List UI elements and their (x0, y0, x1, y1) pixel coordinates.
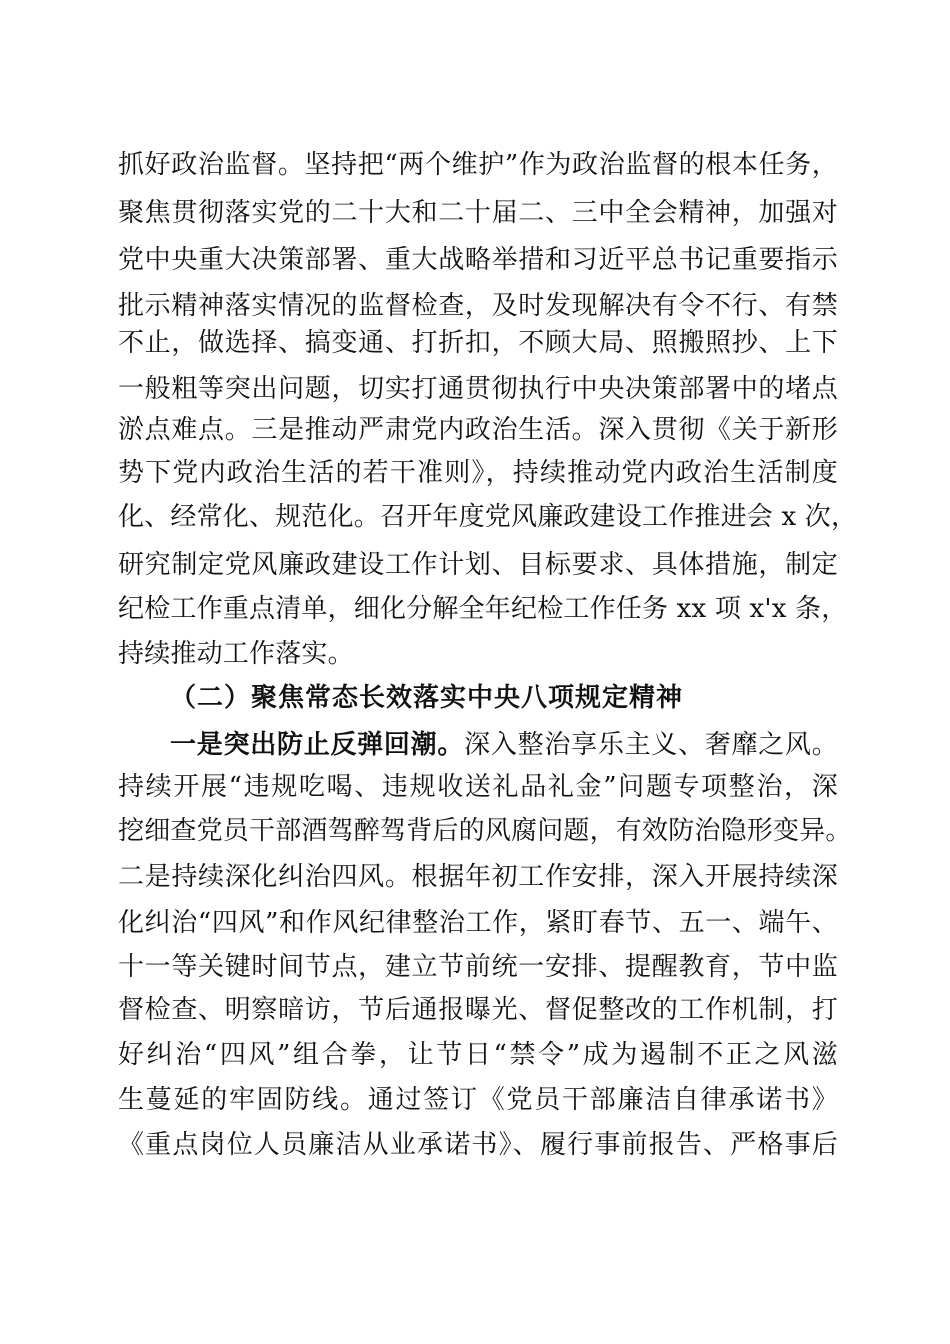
section-heading: （二）聚焦常态长效落实中央八项规定精神 (170, 683, 684, 713)
paragraph-line: 纪检工作重点清单，细化分解全年纪检工作任务 xx 项 x'x 条， (118, 594, 848, 624)
paragraph-line: 势下党内政治生活的若干准则》，持续推动党内政治生活制度 (118, 458, 838, 488)
paragraph-lead-rest: 深入整治享乐主义、奢靡之风。 (464, 730, 838, 760)
paragraph-line: 研究制定党风廉政建设工作计划、目标要求、具体措施，制定 (118, 550, 838, 580)
paragraph-line: 持续开展“违规吃喝、违规收送礼品礼金”问题专项整治，深 (118, 772, 838, 802)
paragraph-line: 抓好政治监督。坚持把“两个维护”作为政治监督的根本任务， (118, 150, 838, 180)
paragraph-line: 督检查、明察暗访，节后通报曝光、督促整改的工作机制，打 (118, 995, 838, 1025)
paragraph-line: 十一等关键时间节点，建立节前统一安排、提醒教育，节中监 (118, 952, 838, 982)
paragraph-line: 《重点岗位人员廉洁从业承诺书》、履行事前报告、严格事后 (118, 1130, 838, 1160)
paragraph-lead: 一是突出防止反弹回潮。 (170, 730, 465, 760)
paragraph-line: 不止，做选择、搞变通、打折扣，不顾大局、照搬照抄、上下 (118, 328, 838, 358)
paragraph-line: 挖细查党员干部酒驾醉驾背后的风腐问题，有效防治隐形变异。 (118, 816, 852, 846)
paragraph-line: 批示精神落实情况的监督检查，及时发现解决有令不行、有禁 (118, 291, 838, 321)
paragraph-line: 党中央重大决策部署、重大战略举措和习近平总书记重要指示 (118, 245, 838, 275)
paragraph-line: 好纠治“四风”组合拳，让节日“禁令”成为遏制不正之风滋 (118, 1040, 838, 1070)
paragraph-line: 生蔓延的牢固防线。通过签订《党员干部廉洁自律承诺书》 (118, 1085, 838, 1115)
paragraph-line: 化、经常化、规范化。召开年度党风廉政建设工作推进会 x 次， (118, 502, 858, 532)
paragraph-line: 化纠治“四风”和作风纪律整治工作，紧盯春节、五一、端午、 (118, 908, 838, 938)
paragraph-line: 一般粗等突出问题，切实打通贯彻执行中央决策部署中的堵点 (118, 374, 838, 404)
paragraph-first-line (170, 725, 838, 765)
paragraph-line: 持续推动工作落实。 (118, 639, 354, 669)
paragraph-line: 二是持续深化纠治四风。根据年初工作安排，深入开展持续深 (118, 862, 838, 892)
paragraph-line: 淤点难点。三是推动严肃党内政治生活。深入贯彻《关于新形 (118, 415, 838, 445)
paragraph-line: 聚焦贯彻落实党的二十大和二十届二、三中全会精神，加强对 (118, 198, 838, 228)
